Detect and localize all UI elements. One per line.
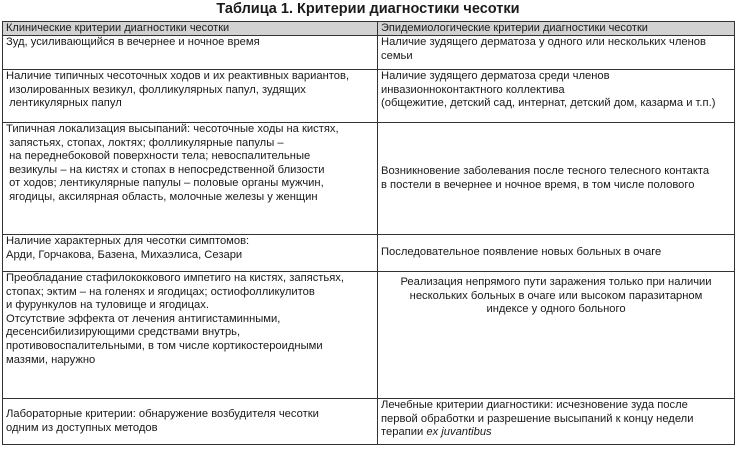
cell-line: семьи bbox=[381, 49, 413, 62]
latin-term: ex juvantibus bbox=[426, 426, 492, 439]
epidemiological-cell bbox=[378, 399, 735, 445]
cell-line: в постели в вечернее и ночное время, в том числе полового bbox=[381, 178, 695, 191]
cell-text: терапии bbox=[381, 426, 427, 439]
clinical-cell bbox=[3, 272, 378, 399]
clinical-cell bbox=[3, 399, 378, 445]
cell-line: от ходов; лентикулярные папулы – половые органы мужчин, bbox=[6, 177, 324, 190]
cell-line: Преобладание стафилококкового импетиго на кистях, запястьях, bbox=[6, 272, 344, 284]
clinical-cell bbox=[3, 36, 378, 70]
epidemiological-cell bbox=[378, 70, 735, 123]
cell-line: (общежитие, детский сад, интернат, детский дом, казарма и т.п.) bbox=[381, 97, 716, 110]
table-header-row bbox=[3, 22, 735, 36]
cell-line: инвазионноконтактного коллектива bbox=[381, 83, 565, 96]
criteria-table bbox=[2, 21, 735, 445]
cell-line: изолированных везикул, фолликулярных папул, зудящих bbox=[6, 83, 306, 96]
cell-line: на переднебоковой поверхности тела; невоспалительные bbox=[6, 150, 311, 163]
cell-line: стопах; эктим – на голенях и ягодицах; остиофолликулитов bbox=[6, 285, 315, 298]
cell-line: Типичная локализация высыпаний: чесоточные ходы на кистях, bbox=[6, 123, 339, 135]
epidemiological-cell bbox=[378, 235, 735, 272]
epidemiological-cell bbox=[378, 272, 735, 399]
table-row bbox=[3, 70, 735, 123]
cell-line: запястьях, стопах, локтях; фолликулярные папулы – bbox=[6, 136, 284, 149]
cell-line: нескольких больных в очаге или высоком паразитарном bbox=[409, 289, 703, 302]
cell-line: индексе у одного больного bbox=[486, 303, 626, 316]
clinical-cell bbox=[3, 123, 378, 235]
cell-line: Последовательное появление новых больных в очаге bbox=[381, 246, 662, 259]
cell-line: Зуд, усиливающийся в вечернее и ночное время bbox=[6, 36, 260, 48]
table-row bbox=[3, 235, 735, 272]
table-row bbox=[3, 272, 735, 399]
clinical-cell bbox=[3, 235, 378, 272]
cell-line: ягодицы, аксилярная область, молочные железы у женщин bbox=[6, 190, 318, 203]
cell-line: Отсутствие эффекта от лечения антигистаминными, bbox=[6, 312, 281, 325]
cell-line: везикулы – на кистях и стопах в непосредственной близости bbox=[6, 163, 325, 176]
cell-line: десенсибилизирующими средствами внутрь, bbox=[6, 326, 241, 339]
epidemiological-cell bbox=[378, 123, 735, 235]
cell-line: Лечебные критерии диагностики: исчезновение зуда после bbox=[381, 399, 688, 411]
cell-line: Наличие характерных для чесотки симптомов: bbox=[6, 235, 250, 247]
cell-line: Наличие типичных чесоточных ходов и их реактивных вариантов, bbox=[6, 70, 350, 82]
header-clinical: Клинические критерии диагностики чесотки bbox=[3, 22, 378, 36]
cell-line: Лабораторные критерии: обнаружение возбудителя чесотки bbox=[6, 407, 319, 420]
table-row bbox=[3, 123, 735, 235]
cell-line: мазями, наружно bbox=[6, 353, 96, 366]
cell-line: Наличие зудящего дерматоза у одного или нескольких членов bbox=[381, 36, 706, 48]
table-title: Таблица 1. Критерии диагностики чесотки bbox=[216, 1, 520, 17]
cell-line bbox=[381, 426, 731, 440]
cell-line: Арди, Горчакова, Базена, Михаэлиса, Сезари bbox=[6, 248, 243, 261]
cell-line: Реализация непрямого пути заражения только при наличии bbox=[400, 276, 712, 288]
cell-line: лентикулярных папул bbox=[6, 97, 122, 110]
cell-line: противовоспалительными, в том числе кортикостероидными bbox=[6, 339, 323, 352]
cell-line: и фурункулов на туловище и ягодицах. bbox=[6, 299, 209, 312]
cell-line: первой обработки и разрешение высыпаний к концу недели bbox=[381, 412, 694, 425]
table-row bbox=[3, 399, 735, 445]
table-row bbox=[3, 36, 735, 70]
clinical-cell bbox=[3, 70, 378, 123]
header-epidemiological: Эпидемиологические критерии диагностики чесотки bbox=[378, 22, 735, 36]
cell-line: Наличие зудящего дерматоза среди членов bbox=[381, 70, 610, 82]
cell-line: Возникновение заболевания после тесного телесного контакта bbox=[381, 164, 710, 177]
cell-line: одним из доступных методов bbox=[6, 421, 158, 434]
epidemiological-cell bbox=[378, 36, 735, 70]
